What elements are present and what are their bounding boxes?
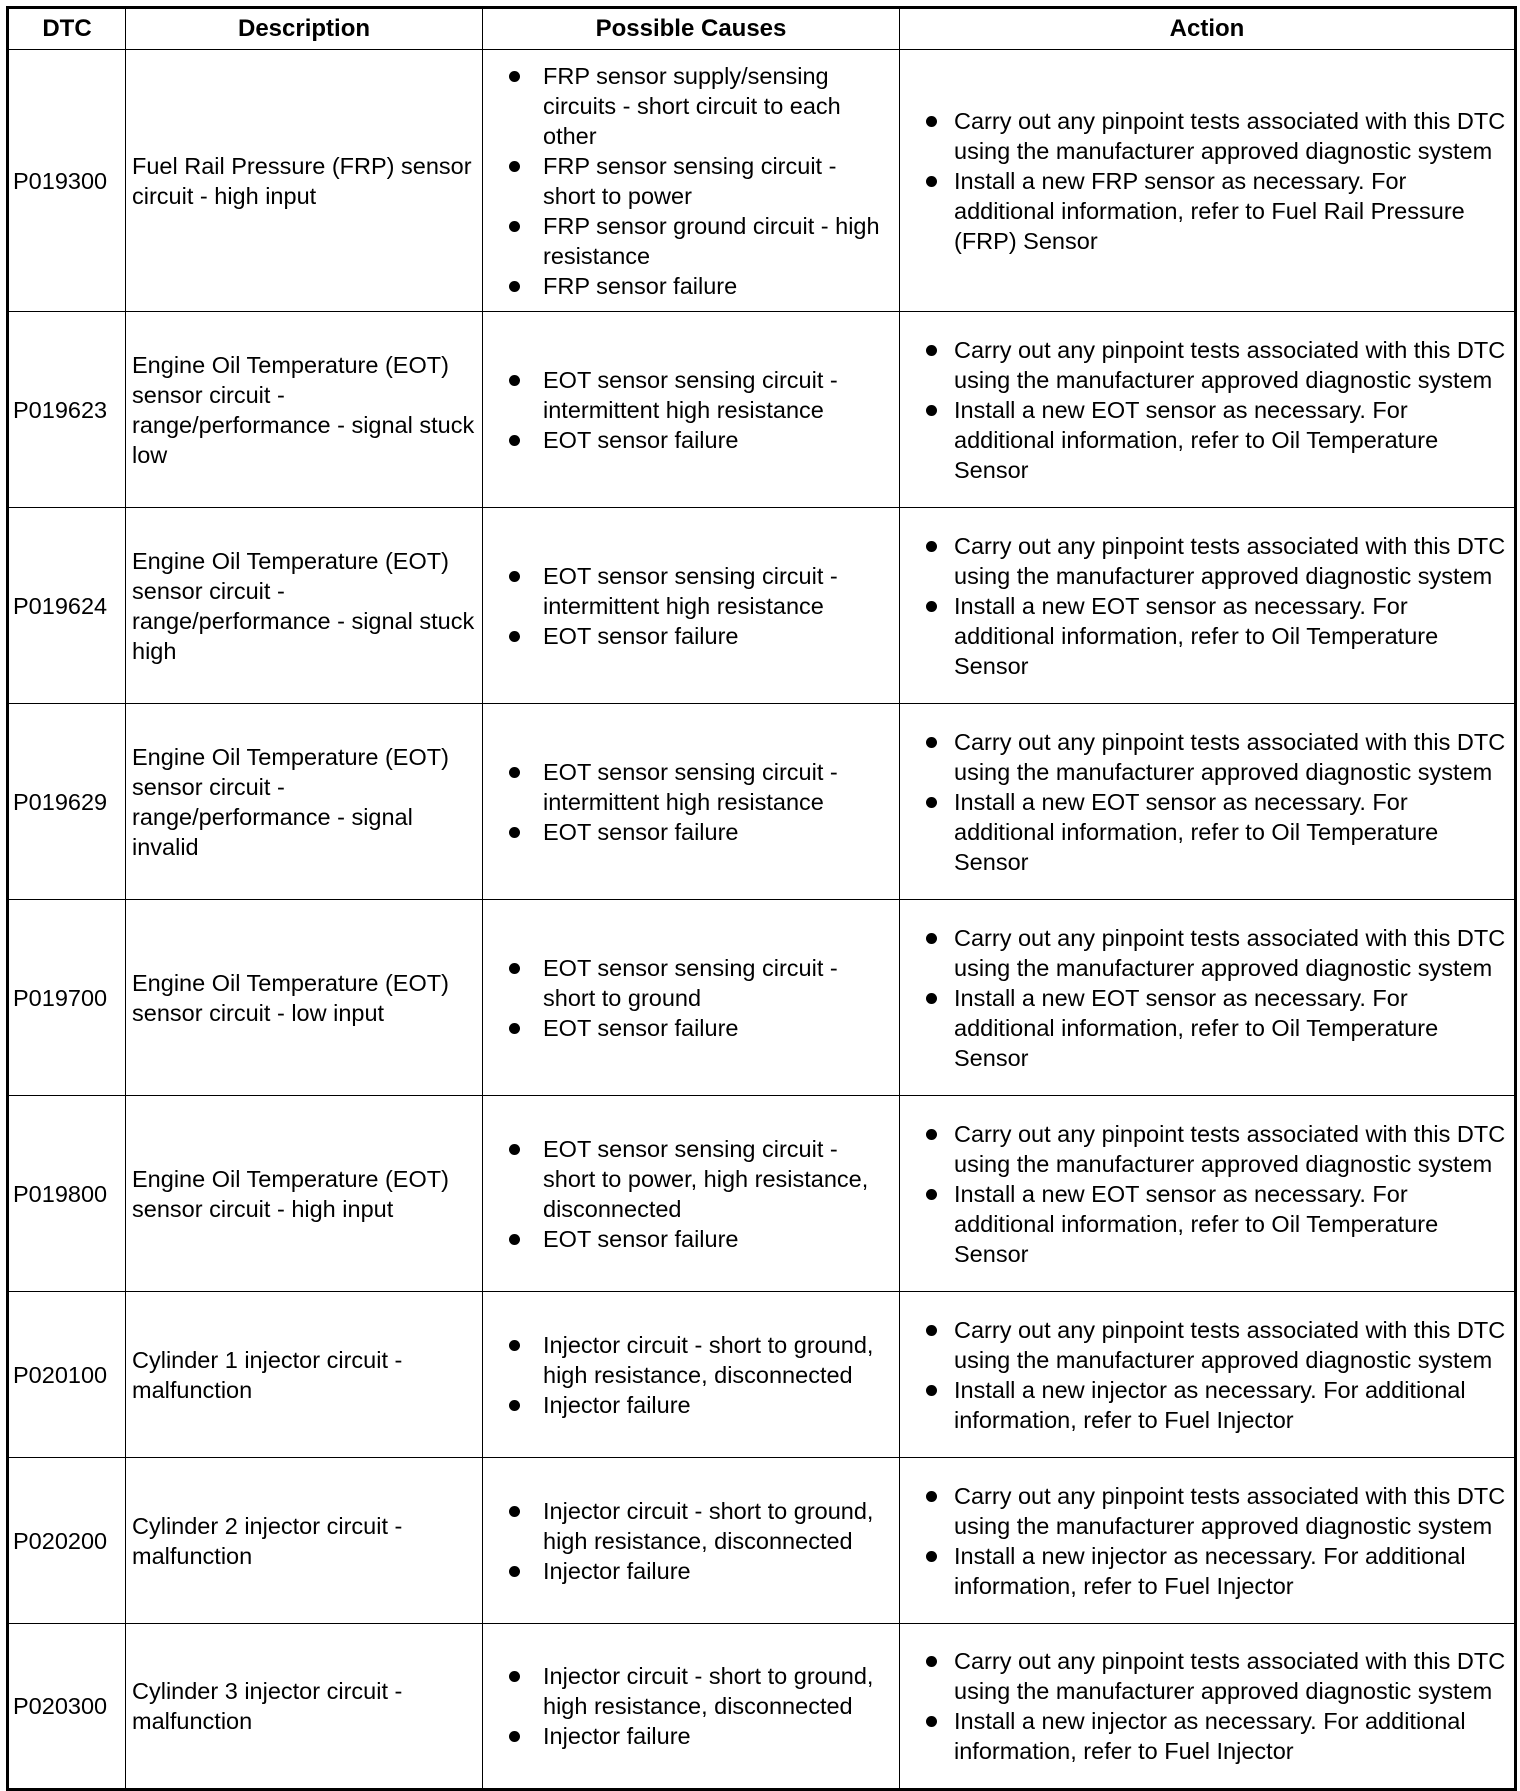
action-item: Carry out any pinpoint tests associated with this DTC using the manufacturer approved diagnostic system — [906, 727, 1508, 787]
dtc-description: Cylinder 3 injector circuit - malfunction — [126, 1624, 483, 1790]
action-cell — [900, 1292, 1516, 1458]
action-list — [906, 923, 1508, 1073]
action-item: Carry out any pinpoint tests associated with this DTC using the manufacturer approved diagnostic system — [906, 335, 1508, 395]
dtc-code: P019300 — [8, 50, 126, 312]
dtc-code: P019623 — [8, 312, 126, 508]
action-cell — [900, 508, 1516, 704]
possible-causes-cell — [483, 508, 900, 704]
table-row — [8, 508, 1516, 704]
action-item: Install a new EOT sensor as necessary. For additional information, refer to Oil Temperature Sensor — [906, 395, 1508, 485]
table-row — [8, 50, 1516, 312]
dtc-code: P020300 — [8, 1624, 126, 1790]
action-item: Carry out any pinpoint tests associated with this DTC using the manufacturer approved diagnostic system — [906, 531, 1508, 591]
cause-list — [489, 61, 893, 301]
cause-item: EOT sensor sensing circuit - short to power, high resistance, disconnected — [489, 1134, 893, 1224]
possible-causes-cell — [483, 312, 900, 508]
dtc-description: Engine Oil Temperature (EOT) sensor circuit - range/performance - signal stuck low — [126, 312, 483, 508]
cause-item: EOT sensor failure — [489, 1013, 893, 1043]
dtc-code: P019800 — [8, 1096, 126, 1292]
cause-item: Injector failure — [489, 1390, 893, 1420]
cause-item: Injector circuit - short to ground, high resistance, disconnected — [489, 1661, 893, 1721]
dtc-description: Engine Oil Temperature (EOT) sensor circuit - low input — [126, 900, 483, 1096]
table-row — [8, 1624, 1516, 1790]
dtc-code: P019700 — [8, 900, 126, 1096]
cause-list — [489, 1134, 893, 1254]
cause-item: EOT sensor failure — [489, 817, 893, 847]
action-item: Carry out any pinpoint tests associated with this DTC using the manufacturer approved diagnostic system — [906, 923, 1508, 983]
possible-causes-cell — [483, 900, 900, 1096]
possible-causes-cell — [483, 50, 900, 312]
cause-list — [489, 1330, 893, 1420]
possible-causes-cell — [483, 1624, 900, 1790]
table-row — [8, 704, 1516, 900]
cause-item: FRP sensor sensing circuit - short to power — [489, 151, 893, 211]
action-list — [906, 106, 1508, 256]
cause-item: EOT sensor sensing circuit - short to ground — [489, 953, 893, 1013]
action-item: Carry out any pinpoint tests associated with this DTC using the manufacturer approved diagnostic system — [906, 1119, 1508, 1179]
table-row — [8, 1096, 1516, 1292]
cause-list — [489, 1496, 893, 1586]
action-item: Carry out any pinpoint tests associated with this DTC using the manufacturer approved diagnostic system — [906, 106, 1508, 166]
table-row — [8, 900, 1516, 1096]
action-cell — [900, 50, 1516, 312]
cause-item: EOT sensor failure — [489, 425, 893, 455]
dtc-table — [6, 6, 1517, 1791]
header-row — [8, 8, 1516, 50]
action-item: Install a new injector as necessary. For additional information, refer to Fuel Injector — [906, 1706, 1508, 1766]
cause-item: EOT sensor sensing circuit - intermittent high resistance — [489, 561, 893, 621]
dtc-description: Engine Oil Temperature (EOT) sensor circuit - high input — [126, 1096, 483, 1292]
cause-list — [489, 953, 893, 1043]
cause-list — [489, 561, 893, 651]
dtc-code: P019629 — [8, 704, 126, 900]
table-row — [8, 312, 1516, 508]
cause-item: EOT sensor sensing circuit - intermittent high resistance — [489, 757, 893, 817]
action-item: Carry out any pinpoint tests associated with this DTC using the manufacturer approved diagnostic system — [906, 1315, 1508, 1375]
header-possible-causes: Possible Causes — [483, 8, 900, 50]
action-list — [906, 1646, 1508, 1766]
action-list — [906, 1119, 1508, 1269]
header-description: Description — [126, 8, 483, 50]
action-item: Install a new EOT sensor as necessary. For additional information, refer to Oil Temperature Sensor — [906, 591, 1508, 681]
action-list — [906, 1315, 1508, 1435]
cause-item: EOT sensor sensing circuit - intermittent high resistance — [489, 365, 893, 425]
action-item: Carry out any pinpoint tests associated with this DTC using the manufacturer approved diagnostic system — [906, 1481, 1508, 1541]
cause-item: EOT sensor failure — [489, 621, 893, 651]
action-item: Install a new FRP sensor as necessary. For additional information, refer to Fuel Rail Pressure (FRP) Sensor — [906, 166, 1508, 256]
table-row — [8, 1292, 1516, 1458]
action-cell — [900, 1096, 1516, 1292]
cause-item: Injector circuit - short to ground, high resistance, disconnected — [489, 1496, 893, 1556]
dtc-code: P020200 — [8, 1458, 126, 1624]
action-cell — [900, 1624, 1516, 1790]
possible-causes-cell — [483, 1096, 900, 1292]
dtc-code: P020100 — [8, 1292, 126, 1458]
cause-item: EOT sensor failure — [489, 1224, 893, 1254]
header-action: Action — [900, 8, 1516, 50]
cause-list — [489, 1661, 893, 1751]
action-list — [906, 531, 1508, 681]
cause-item: Injector failure — [489, 1556, 893, 1586]
dtc-description: Engine Oil Temperature (EOT) sensor circuit - range/performance - signal stuck high — [126, 508, 483, 704]
cause-item: FRP sensor failure — [489, 271, 893, 301]
action-cell — [900, 312, 1516, 508]
action-item: Install a new EOT sensor as necessary. For additional information, refer to Oil Temperature Sensor — [906, 983, 1508, 1073]
cause-item: FRP sensor supply/sensing circuits - short circuit to each other — [489, 61, 893, 151]
dtc-description: Fuel Rail Pressure (FRP) sensor circuit - high input — [126, 50, 483, 312]
cause-item: Injector circuit - short to ground, high resistance, disconnected — [489, 1330, 893, 1390]
dtc-description: Cylinder 1 injector circuit - malfunction — [126, 1292, 483, 1458]
action-cell — [900, 1458, 1516, 1624]
action-list — [906, 727, 1508, 877]
action-item: Install a new injector as necessary. For additional information, refer to Fuel Injector — [906, 1375, 1508, 1435]
dtc-code: P019624 — [8, 508, 126, 704]
header-dtc: DTC — [8, 8, 126, 50]
action-cell — [900, 704, 1516, 900]
action-item: Install a new EOT sensor as necessary. For additional information, refer to Oil Temperature Sensor — [906, 787, 1508, 877]
possible-causes-cell — [483, 704, 900, 900]
action-item: Install a new EOT sensor as necessary. For additional information, refer to Oil Temperature Sensor — [906, 1179, 1508, 1269]
cause-list — [489, 757, 893, 847]
action-item: Carry out any pinpoint tests associated with this DTC using the manufacturer approved diagnostic system — [906, 1646, 1508, 1706]
action-cell — [900, 900, 1516, 1096]
possible-causes-cell — [483, 1292, 900, 1458]
dtc-description: Cylinder 2 injector circuit - malfunction — [126, 1458, 483, 1624]
cause-item: Injector failure — [489, 1721, 893, 1751]
action-list — [906, 335, 1508, 485]
possible-causes-cell — [483, 1458, 900, 1624]
action-list — [906, 1481, 1508, 1601]
cause-item: FRP sensor ground circuit - high resistance — [489, 211, 893, 271]
dtc-description: Engine Oil Temperature (EOT) sensor circuit - range/performance - signal invalid — [126, 704, 483, 900]
table-row — [8, 1458, 1516, 1624]
action-item: Install a new injector as necessary. For additional information, refer to Fuel Injector — [906, 1541, 1508, 1601]
cause-list — [489, 365, 893, 455]
